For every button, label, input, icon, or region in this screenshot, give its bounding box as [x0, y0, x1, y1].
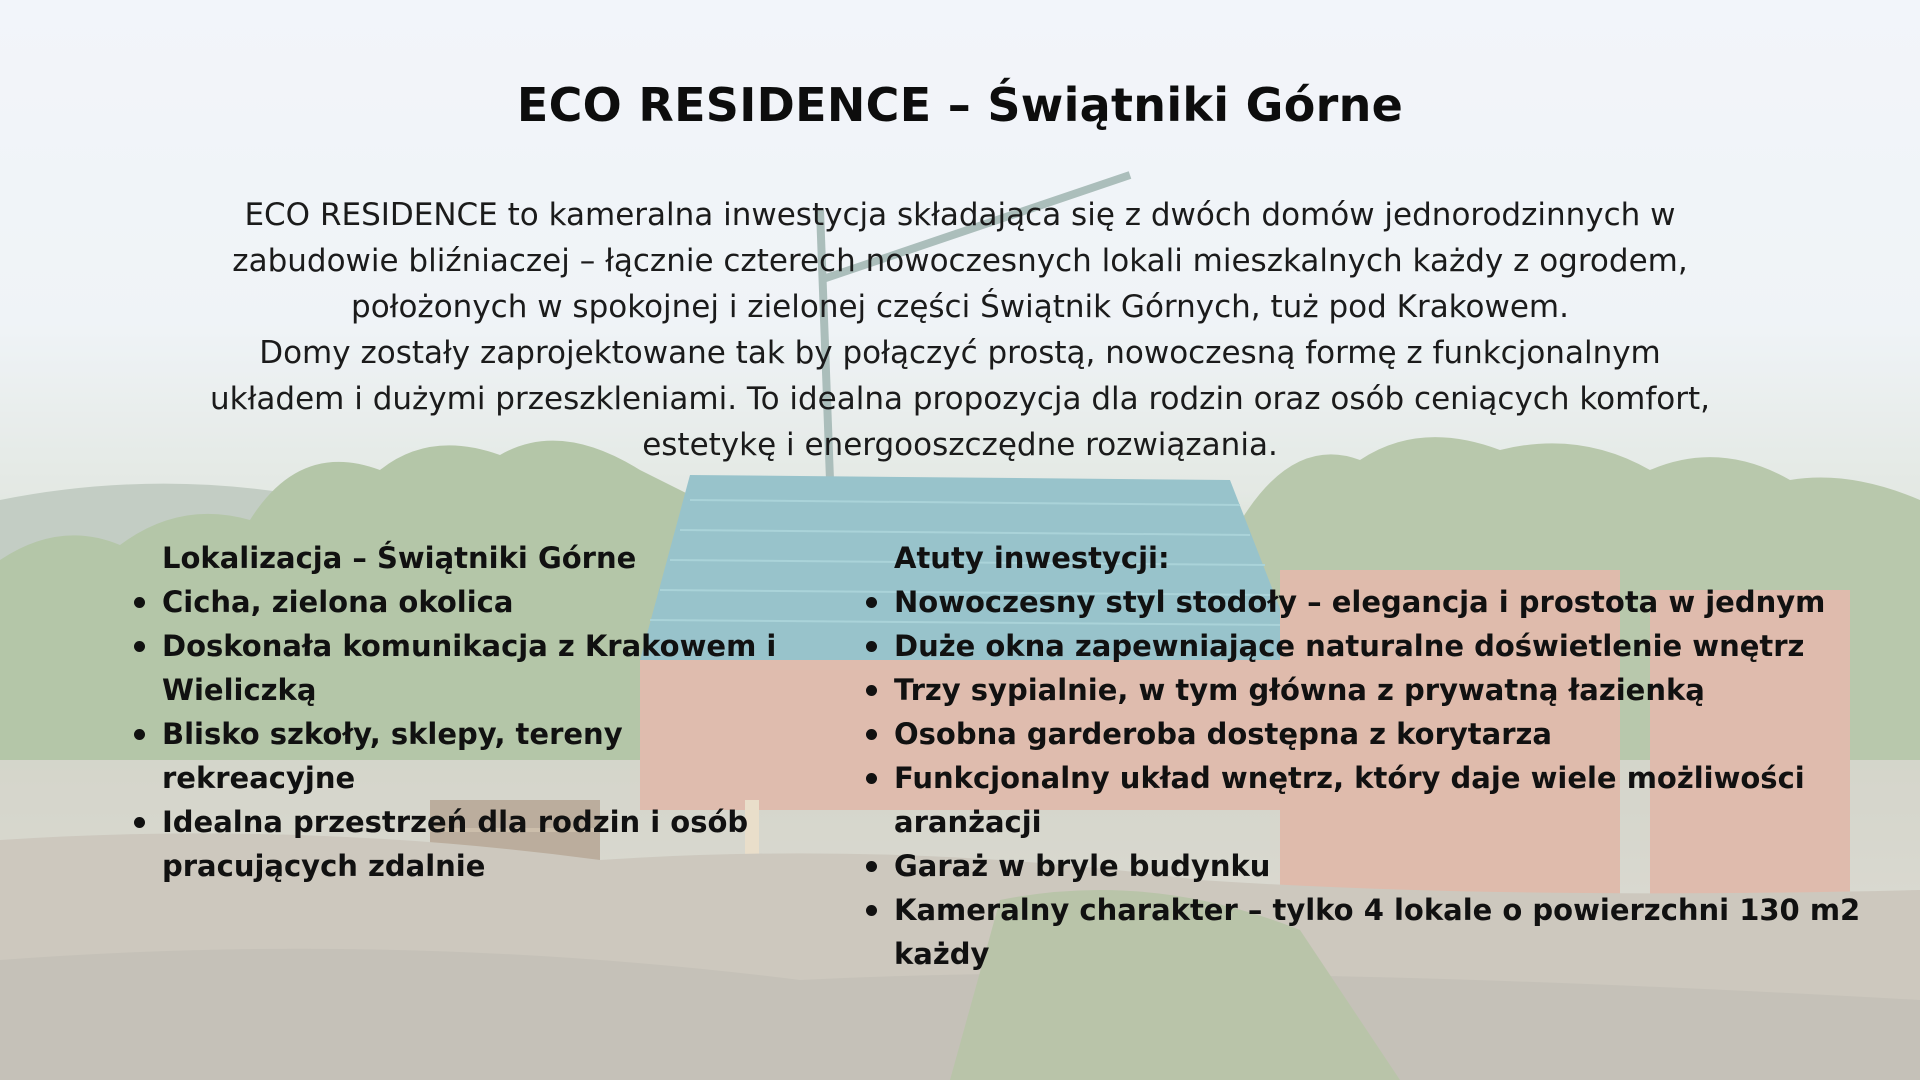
list-item: Nowoczesny styl stodoły – elegancja i prostota w jednym — [862, 580, 1920, 624]
advantages-section — [862, 536, 1920, 976]
list-item: Cicha, zielona okolica — [130, 580, 810, 624]
list-item: Funkcjonalny układ wnętrz, który daje wiele możliwości aranżacji — [862, 756, 1920, 844]
location-section — [130, 536, 810, 888]
list-item: Duże okna zapewniające naturalne doświetlenie wnętrz — [862, 624, 1920, 668]
list-item: Kameralny charakter – tylko 4 lokale o powierzchni 130 m2 każdy — [862, 888, 1920, 976]
page-title: ECO RESIDENCE – Świątniki Górne — [516, 78, 1404, 132]
list-item: Trzy sypialnie, w tym główna z prywatną łazienką — [862, 668, 1920, 712]
advantages-heading: Atuty inwestycji: — [894, 541, 1170, 575]
list-item: Idealna przestrzeń dla rodzin i osób pracujących zdalnie — [130, 800, 810, 888]
list-item: Garaż w bryle budynku — [862, 844, 1920, 888]
intro-text — [200, 192, 1720, 468]
list-item: Blisko szkoły, sklepy, tereny rekreacyjne — [130, 712, 810, 800]
list-item: Doskonała komunikacja z Krakowem i Wieliczką — [130, 624, 810, 712]
intro-paragraph: Domy zostały zaprojektowane tak by połączyć prostą, nowoczesną formę z funkcjonalnym układem i dużymi przeszkleniami. To idealna propozycja dla rodzin oraz osób ceniących komfort, estetykę i energooszczędne rozwiązania. — [210, 335, 1710, 463]
location-heading: Lokalizacja – Świątniki Górne — [162, 541, 637, 575]
location-list — [130, 580, 810, 888]
advantages-list — [862, 580, 1920, 976]
list-item: Osobna garderoba dostępna z korytarza — [862, 712, 1920, 756]
intro-paragraph: ECO RESIDENCE to kameralna inwestycja składająca się z dwóch domów jednorodzinnych w zabudowie bliźniaczej – łącznie czterech nowoczesnych lokali mieszkalnych każdy z ogrodem, położonych w spokojnej i zielonej części Świątnik Górnych, tuż pod Krakowem. — [232, 197, 1688, 325]
